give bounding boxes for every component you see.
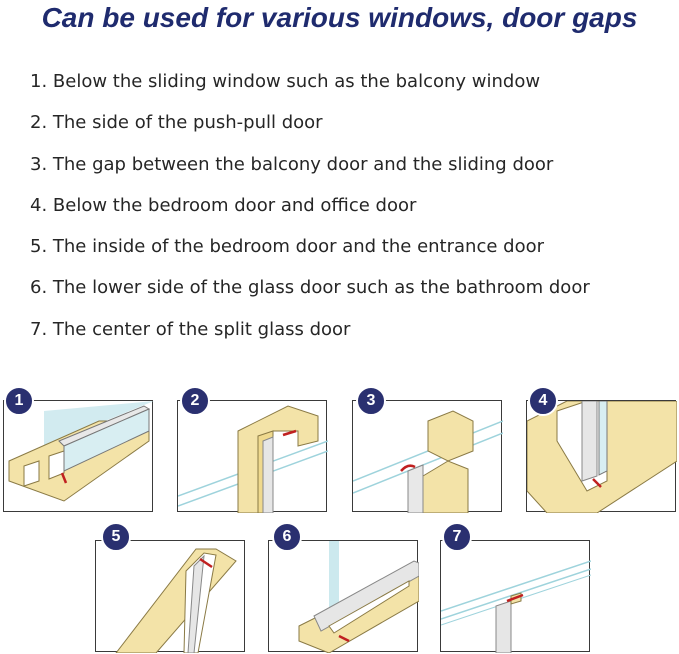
usage-list bbox=[30, 68, 590, 357]
illustration-panel-3 bbox=[352, 400, 502, 512]
list-item: 4. Below the bedroom door and office door bbox=[30, 194, 417, 216]
sliding-window-illustration bbox=[4, 401, 154, 513]
badge-1: 1 bbox=[4, 386, 34, 416]
illustration-panel-7 bbox=[440, 540, 590, 652]
list-item: 3. The gap between the balcony door and the sliding door bbox=[30, 153, 554, 175]
entrance-door-illustration bbox=[96, 541, 246, 653]
badge-2: 2 bbox=[180, 386, 210, 416]
illustration-panel-6 bbox=[268, 540, 418, 652]
list-item: 7. The center of the split glass door bbox=[30, 318, 351, 340]
illustration-panel-4 bbox=[526, 400, 676, 512]
bathroom-door-illustration bbox=[269, 541, 419, 653]
list-item: 2. The side of the push-pull door bbox=[30, 112, 323, 134]
bedroom-door-illustration bbox=[527, 401, 677, 513]
illustration-panel-5 bbox=[95, 540, 245, 652]
badge-4: 4 bbox=[528, 386, 558, 416]
split-glass-door-illustration bbox=[441, 541, 591, 653]
illustration-panel-2 bbox=[177, 400, 327, 512]
illustration-panel-1 bbox=[3, 400, 153, 512]
balcony-door-gap-illustration bbox=[353, 401, 503, 513]
page-title: Can be used for various windows, door gaps bbox=[41, 2, 638, 33]
badge-6: 6 bbox=[272, 522, 302, 552]
badge-7: 7 bbox=[442, 522, 472, 552]
list-item: 5. The inside of the bedroom door and the entrance door bbox=[30, 236, 544, 258]
list-item: 1. Below the sliding window such as the balcony window bbox=[30, 71, 541, 92]
badge-3: 3 bbox=[356, 386, 386, 416]
list-item: 6. The lower side of the glass door such as the bathroom door bbox=[30, 277, 590, 299]
badge-5: 5 bbox=[101, 522, 131, 552]
push-pull-door-illustration bbox=[178, 401, 328, 513]
